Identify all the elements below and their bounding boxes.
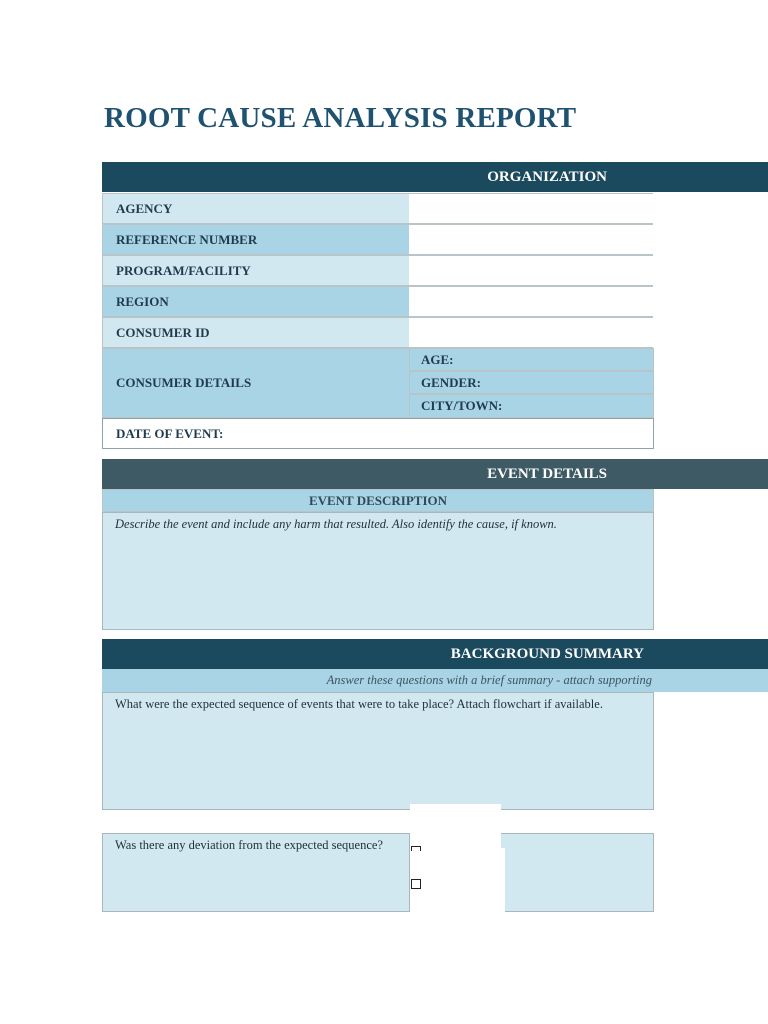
program-facility-label: PROGRAM/FACILITY xyxy=(102,255,410,286)
deviation-no-checkbox[interactable] xyxy=(411,879,421,889)
white-overlay xyxy=(410,848,505,912)
deviation-question-text: Was there any deviation from the expected sequence? xyxy=(115,838,383,852)
background-summary-header-label: BACKGROUND SUMMARY xyxy=(450,645,644,662)
background-instruction-text: Answer these questions with a brief summary - attach supporting xyxy=(326,673,652,687)
reference-number-field[interactable] xyxy=(409,224,653,255)
gender-field[interactable]: GENDER: xyxy=(409,371,654,394)
organization-header-label: ORGANIZATION xyxy=(487,168,607,185)
consumer-id-field[interactable] xyxy=(409,317,653,348)
background-instruction-row xyxy=(102,669,768,692)
event-details-header xyxy=(102,459,768,489)
age-field[interactable]: AGE: xyxy=(409,348,654,371)
white-overlay xyxy=(410,804,501,848)
event-description-prompt: Describe the event and include any harm that resulted. Also identify the cause, if known. xyxy=(115,517,557,531)
program-facility-field[interactable] xyxy=(409,255,653,286)
region-label: REGION xyxy=(102,286,410,317)
deviation-question-field xyxy=(102,833,410,912)
background-summary-header xyxy=(102,639,768,669)
expected-sequence-field[interactable] xyxy=(102,692,654,810)
event-details-header-label: EVENT DETAILS xyxy=(487,465,607,482)
agency-field[interactable] xyxy=(409,193,653,224)
deviation-yes-checkbox[interactable] xyxy=(411,846,421,851)
agency-label: AGENCY xyxy=(102,193,410,224)
event-description-label xyxy=(102,489,654,512)
city-town-field[interactable]: CITY/TOWN: xyxy=(409,394,654,418)
reference-number-label: REFERENCE NUMBER xyxy=(102,224,410,255)
event-description-field[interactable] xyxy=(102,512,654,630)
date-of-event-field[interactable]: DATE OF EVENT: xyxy=(102,418,654,449)
event-description-label-text: EVENT DESCRIPTION xyxy=(308,492,448,508)
consumer-id-label: CONSUMER ID xyxy=(102,317,410,348)
expected-sequence-question: What were the expected sequence of events that were to take place? Attach flowchart if available. xyxy=(115,697,603,711)
region-field[interactable] xyxy=(409,286,653,317)
organization-header xyxy=(102,162,768,192)
page-title: ROOT CAUSE ANALYSIS REPORT xyxy=(104,102,577,134)
consumer-details-label: CONSUMER DETAILS xyxy=(102,348,410,418)
